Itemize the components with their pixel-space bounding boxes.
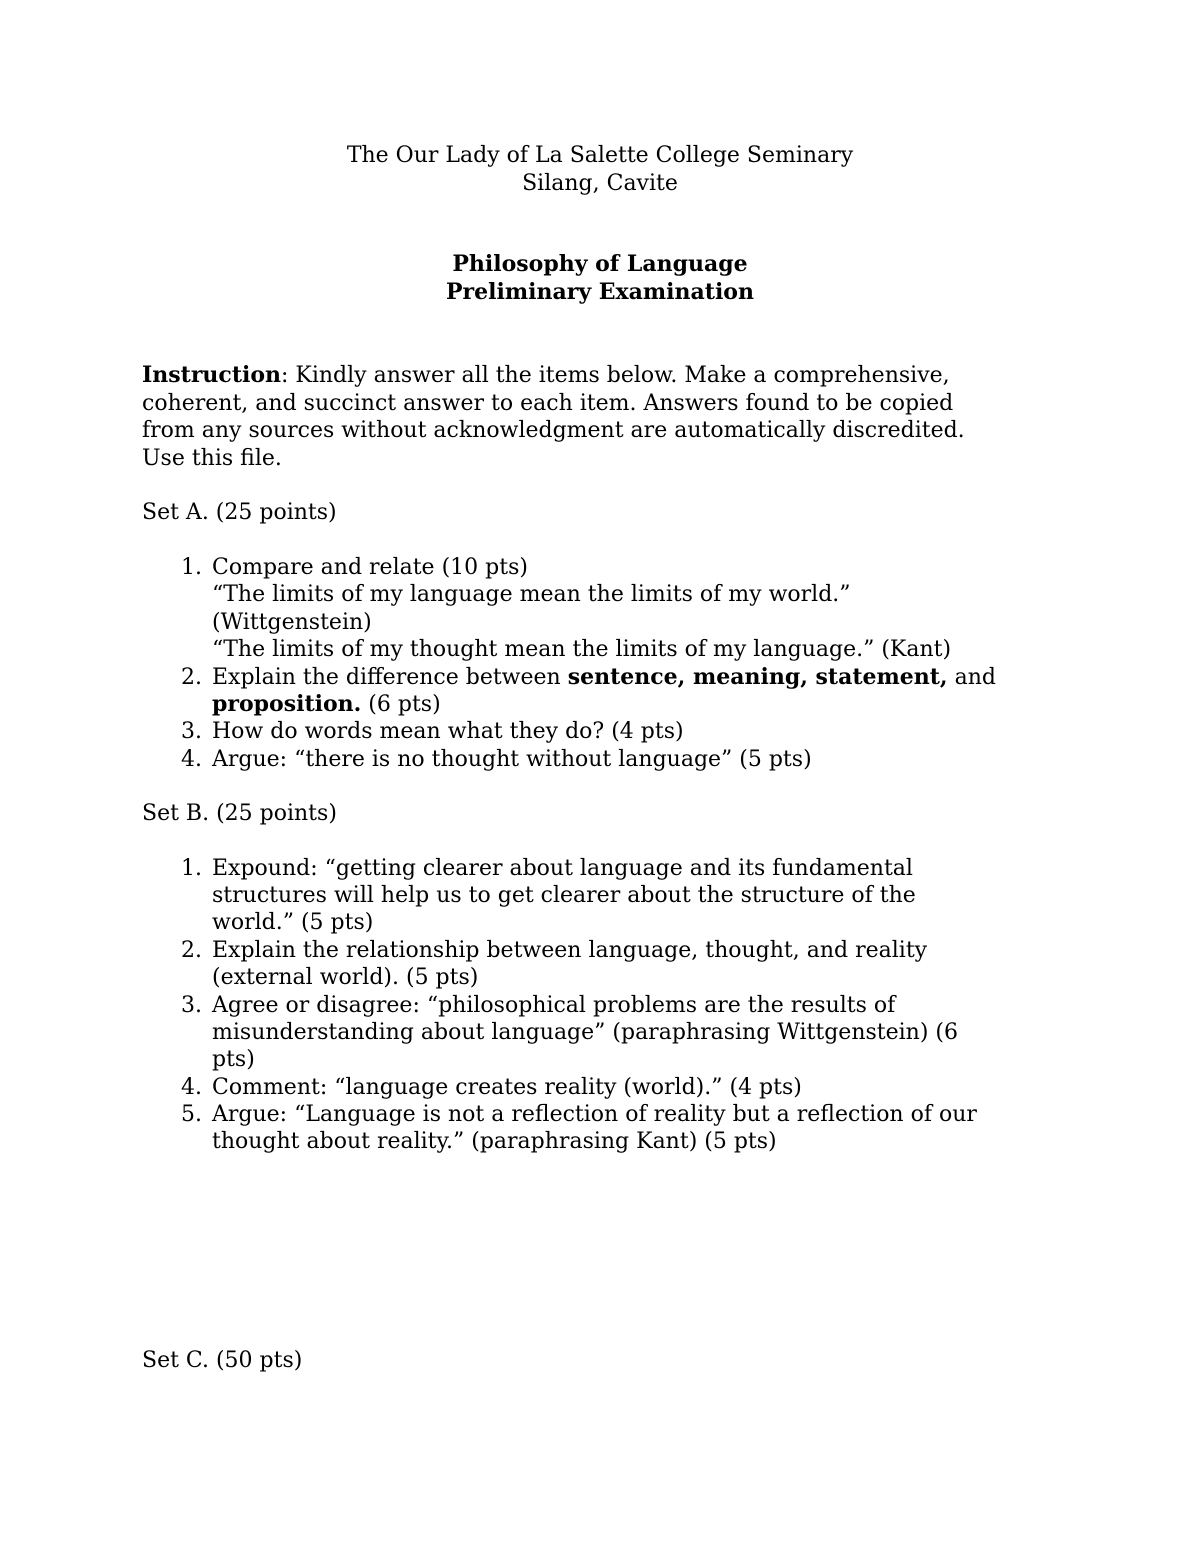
list-item-line: Explain the relationship between language, thought, and reality	[212, 938, 928, 963]
list-item-number: 5.	[181, 1102, 202, 1127]
list-item-line: Argue: “Language is not a reflection of reality but a reflection of our	[212, 1102, 977, 1127]
list-item-line: misunderstanding about language” (paraphrasing Wittgenstein) (6	[212, 1020, 959, 1045]
list-item-line: Comment: “language creates reality (world).” (4 pts)	[212, 1075, 802, 1100]
list-item-line: (external world). (5 pts)	[212, 965, 479, 990]
list-item-number: 1.	[181, 555, 202, 580]
list-item-number: 2.	[181, 938, 202, 963]
list-item-number: 4.	[181, 1075, 202, 1100]
list-item-line: world.” (5 pts)	[212, 910, 374, 935]
list-item-line: “The limits of my thought mean the limits of my language.” (Kant)	[212, 637, 952, 662]
list-item-line: Agree or disagree: “philosophical problems are the results of	[212, 993, 896, 1018]
item-text: and	[947, 665, 996, 690]
institution-location: Silang, Cavite	[522, 171, 678, 196]
instruction-line: Use this file.	[142, 446, 282, 471]
set-c-heading: Set C. (50 pts)	[142, 1348, 303, 1373]
set-b-heading: Set B. (25 points)	[142, 801, 337, 826]
item-emphasis: sentence, meaning, statement,	[567, 664, 948, 690]
list-item-line	[212, 691, 441, 718]
list-item-number: 4.	[181, 747, 202, 772]
institution-name: The Our Lady of La Salette College Seminary	[346, 143, 854, 168]
instruction-line: from any sources without acknowledgment are automatically discredited.	[142, 418, 965, 443]
list-item-line: Compare and relate (10 pts)	[212, 555, 528, 580]
list-item-number: 1.	[181, 856, 202, 881]
list-item-line: pts)	[212, 1047, 255, 1072]
list-item-line: “The limits of my language mean the limits of my world.”	[212, 582, 851, 607]
list-item-line: structures will help us to get clearer about the structure of the	[212, 883, 916, 908]
list-item-line: thought about reality.” (paraphrasing Kant) (5 pts)	[212, 1129, 777, 1154]
instruction-line	[142, 362, 950, 389]
list-item-number: 3.	[181, 719, 202, 744]
item-text: Explain the difference between	[212, 665, 568, 690]
instruction-text: : Kindly answer all the items below. Make a comprehensive,	[281, 363, 950, 388]
list-item-line: Argue: “there is no thought without language” (5 pts)	[212, 747, 812, 772]
list-item-line	[212, 664, 996, 691]
course-title: Philosophy of Language	[452, 251, 748, 277]
list-item-number: 2.	[181, 665, 202, 690]
set-a-heading: Set A. (25 points)	[142, 500, 337, 525]
item-emphasis: proposition.	[212, 691, 362, 717]
list-item-number: 3.	[181, 993, 202, 1018]
item-text: (6 pts)	[361, 692, 441, 717]
list-item-line: How do words mean what they do? (4 pts)	[212, 719, 684, 744]
instruction-line: coherent, and succinct answer to each item. Answers found to be copied	[142, 391, 954, 416]
exam-title: Preliminary Examination	[446, 279, 754, 305]
list-item-line: (Wittgenstein)	[212, 610, 372, 635]
list-item-line: Expound: “getting clearer about language and its fundamental	[212, 856, 913, 881]
instruction-label: Instruction	[142, 362, 282, 388]
